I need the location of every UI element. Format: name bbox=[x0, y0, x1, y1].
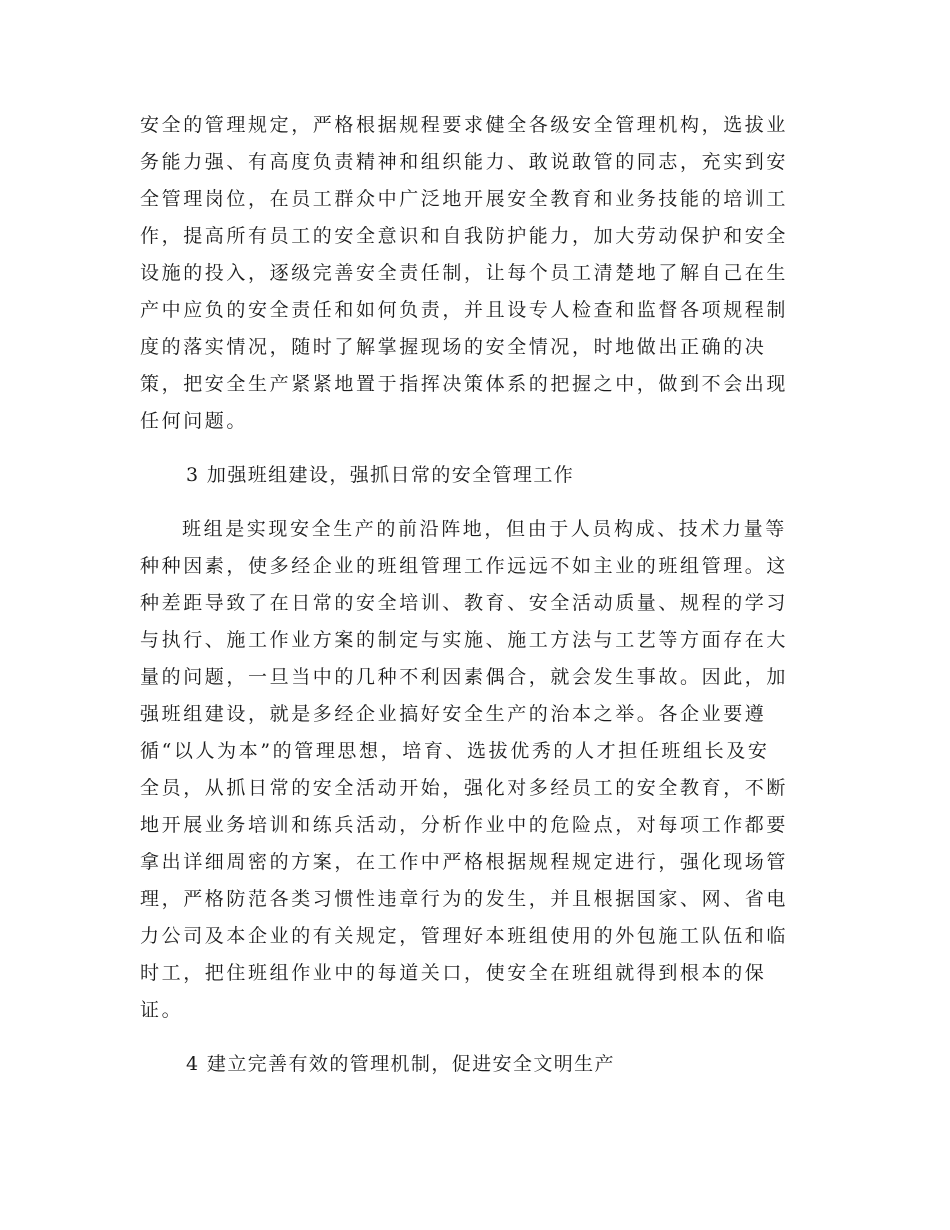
section-heading-3: 3 加强班组建设，强抓日常的安全管理工作 bbox=[186, 464, 575, 486]
paragraph-line: 全管理岗位，在员工群众中广泛地开展安全教育和业务技能的培训工 bbox=[140, 188, 789, 210]
paragraph-line: 作，提高所有员工的安全意识和自我防护能力，加大劳动保护和安全 bbox=[140, 225, 789, 247]
paragraph-line: 种种因素，使多经企业的班组管理工作远远不如主业的班组管理。这 bbox=[140, 555, 789, 577]
paragraph-line: 地开展业务培训和练兵活动，分析作业中的危险点，对每项工作都要 bbox=[140, 814, 789, 836]
paragraph-line: 任何问题。 bbox=[140, 410, 249, 432]
paragraph-line: 度的落实情况，随时了解掌握现场的安全情况，时地做出正确的决 bbox=[140, 336, 767, 358]
paragraph-line: 时工，把住班组作业中的每道关口，使安全在班组就得到根本的保 bbox=[140, 962, 767, 984]
paragraph-line: 理，严格防范各类习惯性违章行为的发生，并且根据国家、网、省电 bbox=[140, 888, 789, 910]
paragraph-line: 循“以人为本”的管理思想，培育、选拔优秀的人才担任班组长及安 bbox=[140, 740, 770, 762]
paragraph-line: 全员，从抓日常的安全活动开始，强化对多经员工的安全教育，不断 bbox=[140, 777, 789, 799]
paragraph-line: 设施的投入，逐级完善安全责任制，让每个员工清楚地了解自己在生 bbox=[140, 262, 789, 284]
paragraph-line: 种差距导致了在日常的安全培训、教育、安全活动质量、规程的学习 bbox=[140, 592, 789, 614]
paragraph-line: 拿出详细周密的方案，在工作中严格根据规程规定进行，强化现场管 bbox=[140, 851, 789, 873]
paragraph-line: 与执行、施工作业方案的制定与实施、施工方法与工艺等方面存在大 bbox=[140, 629, 789, 651]
paragraph-line: 力公司及本企业的有关规定，管理好本班组使用的外包施工队伍和临 bbox=[140, 925, 789, 947]
paragraph-line: 产中应负的安全责任和如何负责，并且设专人检查和监督各项规程制 bbox=[140, 299, 789, 321]
paragraph-line: 量的问题，一旦当中的几种不利因素偶合，就会发生事故。因此，加 bbox=[140, 666, 789, 688]
paragraph-line: 强班组建设，就是多经企业搞好安全生产的治本之举。各企业要遵 bbox=[140, 703, 767, 725]
section-heading-4: 4 建立完善有效的管理机制，促进安全文明生产 bbox=[186, 1053, 615, 1075]
paragraph-line: 策，把安全生产紧紧地置于指挥决策体系的把握之中，做到不会出现 bbox=[140, 373, 789, 395]
paragraph-line: 安全的管理规定，严格根据规程要求健全各级安全管理机构，选拔业 bbox=[140, 114, 789, 136]
paragraph-line: 证。 bbox=[140, 999, 184, 1021]
paragraph-line: 班组是实现安全生产的前沿阵地，但由于人员构成、技术力量等 bbox=[182, 518, 787, 540]
paragraph-line: 务能力强、有高度负责精神和组织能力、敢说敢管的同志，充实到安 bbox=[140, 151, 789, 173]
